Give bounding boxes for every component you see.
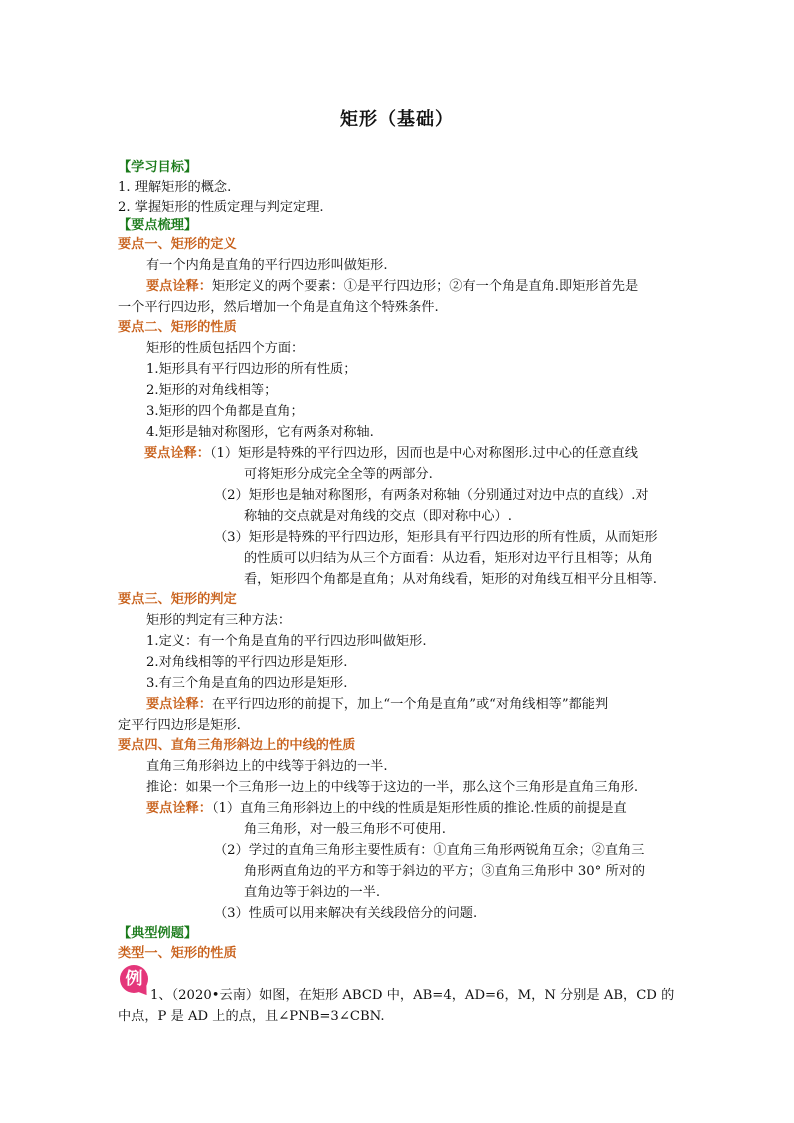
point-heading: 要点一、矩形的定义 xyxy=(118,237,237,252)
note-text: 直角边等于斜边的一半. xyxy=(244,885,381,900)
point-heading: 要点三、矩形的判定 xyxy=(118,592,237,607)
paragraph: 矩形的判定有三种方法： xyxy=(146,613,292,628)
paragraph: 直角三角形斜边上的中线等于斜边的一半. xyxy=(146,759,388,774)
note-text: 的性质可以归结为从三个方面看：从边看，矩形对边平行且相等；从角 xyxy=(244,551,653,566)
note-text: 称轴的交点就是对角线的交点（即对称中心）. xyxy=(244,509,512,524)
goal-item: 2. 掌握矩形的性质定理与判定定理. xyxy=(118,200,324,215)
list-item: 1.定义：有一个角是直角的平行四边形叫做矩形. xyxy=(146,634,427,649)
note xyxy=(146,277,638,297)
note-text: （2）矩形也是轴对称图形，有两条对称轴（分别通过对边中点的直线）.对 xyxy=(214,488,649,503)
section-heading-points: 【要点梳理】 xyxy=(118,218,198,233)
goal-item: 1. 理解矩形的概念. xyxy=(118,180,232,195)
list-item: 3.有三个角是直角的四边形是矩形. xyxy=(146,676,348,691)
paragraph: 有一个内角是直角的平行四边形叫做矩形. xyxy=(146,258,388,273)
note-label: 要点诠释： xyxy=(146,279,212,294)
point-heading: 要点四、直角三角形斜边上的中线的性质 xyxy=(118,738,356,753)
note-label: 要点诠释： xyxy=(144,446,210,461)
note-label: 要点诠释： xyxy=(146,697,212,712)
note-text: 可将矩形分成完全全等的两部分. xyxy=(244,467,433,482)
example-text: 1、（2020•云南）如图，在矩形 ABCD 中，AB=4，AD=6，M，N 分别是 AB，CD 的 xyxy=(150,988,675,1003)
note xyxy=(144,444,638,464)
section-heading-goals: 【学习目标】 xyxy=(118,160,198,175)
note-text: （1）矩形是特殊的平行四边形，因而也是中心对称图形.过中心的任意直线 xyxy=(209,446,638,461)
example-text: 中点，P 是 AD 上的点，且∠PNB=3∠CBN. xyxy=(118,1009,385,1024)
note xyxy=(146,695,608,715)
list-item: 4.矩形是轴对称图形，它有两条对称轴. xyxy=(146,425,374,440)
list-item: 2.矩形的对角线相等； xyxy=(146,383,278,398)
note-text: （3）性质可以用来解决有关线段倍分的问题. xyxy=(214,906,478,921)
paragraph: 矩形的性质包括四个方面： xyxy=(146,341,305,356)
note-text: 在平行四边形的前提下，加上“一个角是直角”或“对角线相等”都能判 xyxy=(211,697,609,712)
list-item: 3.矩形的四个角都是直角； xyxy=(146,404,304,419)
note-text: 角形两直角边的平方和等于斜边的平方；③直角三角形中 30° 所对的 xyxy=(244,864,646,879)
point-heading: 要点二、矩形的性质 xyxy=(118,320,237,335)
note-text: 一个平行四边形，然后增加一个角是直角这个特殊条件. xyxy=(118,300,439,315)
note-text: （2）学过的直角三角形主要性质有：①直角三角形两锐角互余；②直角三 xyxy=(214,843,645,858)
note xyxy=(146,799,627,819)
paragraph: 推论：如果一个三角形一边上的中线等于这边的一半，那么这个三角形是直角三角形. xyxy=(146,780,639,795)
note-text: （3）矩形是特殊的平行四边形，矩形具有平行四边形的所有性质，从而矩形 xyxy=(214,530,658,545)
note-label: 要点诠释： xyxy=(146,801,212,816)
note-text: 角三角形，对一般三角形不可使用. xyxy=(244,822,447,837)
note-text: 定平行四边形是矩形. xyxy=(118,718,241,733)
list-item: 1.矩形具有平行四边形的所有性质； xyxy=(146,362,357,377)
section-heading-examples: 【典型例题】 xyxy=(118,926,198,941)
type-heading: 类型一、矩形的性质 xyxy=(118,946,237,961)
list-item: 2.对角线相等的平行四边形是矩形. xyxy=(146,655,348,670)
example-badge-icon: 例 xyxy=(120,965,148,993)
note-text: （1）直角三角形斜边上的中线的性质是矩形性质的推论.性质的前提是直 xyxy=(211,801,627,816)
note-text: 矩形定义的两个要素：①是平行四边形；②有一个角是直角.即矩形首先是 xyxy=(211,279,639,294)
note-text: 看，矩形四个角都是直角；从对角线看，矩形的对角线互相平分且相等. xyxy=(244,572,658,587)
page-title: 矩形（基础） xyxy=(340,109,454,130)
